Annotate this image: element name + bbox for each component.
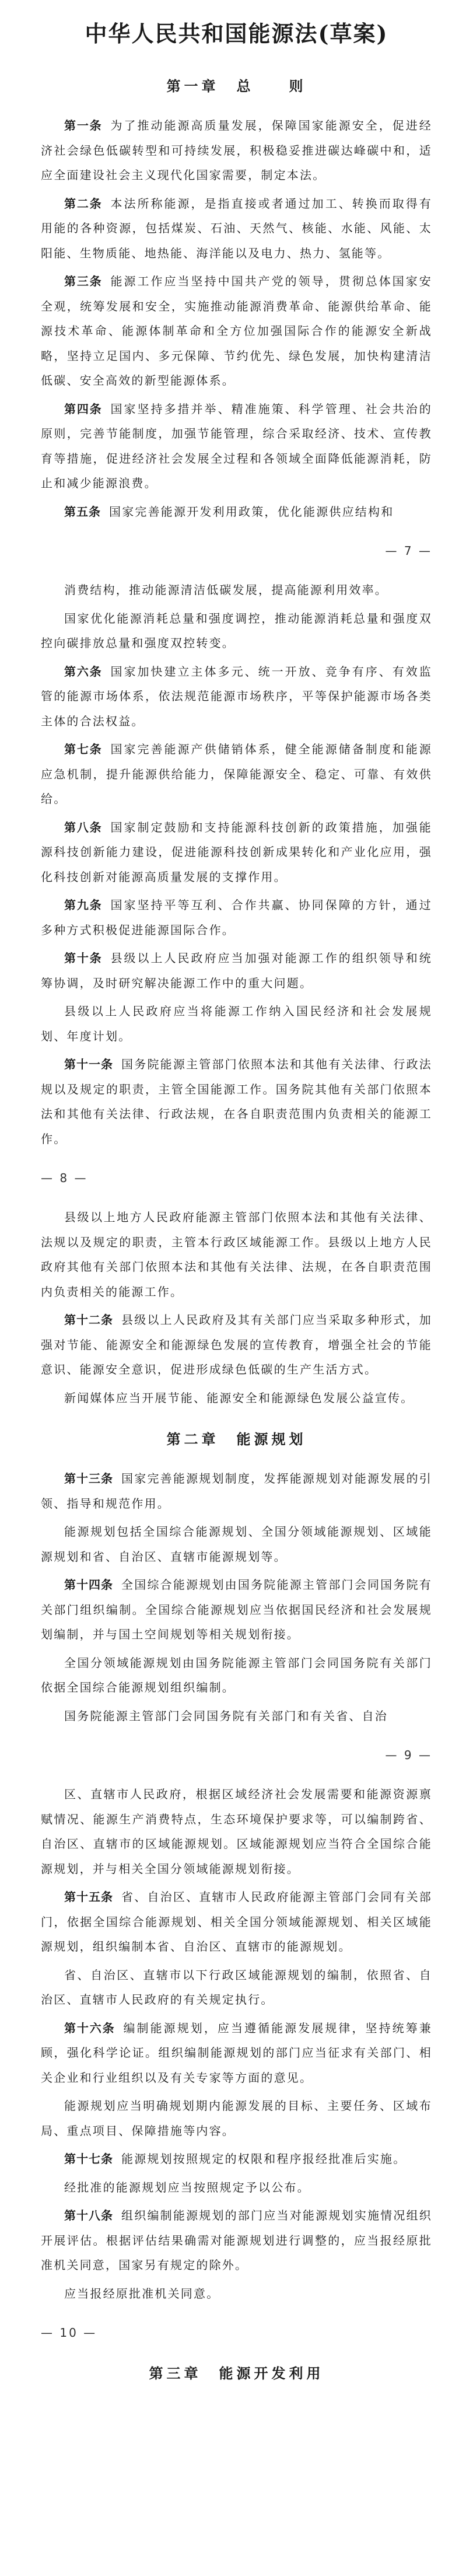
- article-text: 国家完善能源开发利用政策，优化能源供应结构和: [109, 504, 394, 519]
- article-text: 能源工作应当坚持中国共产党的领导，贯彻总体国家安全观，统筹发展和安全，实施推动能源消费革命、能源供给革命、能源技术革命、能源体制革命和全方位加强国际合作的能源安全新战略，坚持立足国内、多元保障、节约优先、绿色发展，加快构建清洁低碳、安全高效的新型能源体系。: [41, 274, 432, 387]
- article-number: 第十五条: [64, 1890, 114, 1904]
- article-paragraph: [41, 1651, 432, 1700]
- article-text: 国务院能源主管部门依照本法和其他有关法律、行政法规以及规定的职责，主管全国能源工作。国务院其他有关部门依照本法和其他有关法律、行政法规，在各自职责范围内负责相关的能源工作。: [41, 1057, 432, 1146]
- article-number: 第十三条: [64, 1471, 114, 1486]
- chapter-1-articles-a: [41, 113, 432, 524]
- article-paragraph: [41, 2281, 432, 2306]
- article-text: 本法所称能源，是指直接或者通过加工、转换而取得有用能的各种资源，包括煤炭、石油、天然气、核能、水能、风能、太阳能、生物质能、地热能、海洋能以及电力、热力、氢能等。: [41, 196, 432, 260]
- article-text: 国家完善能源规划制度，发挥能源规划对能源发展的引领、指导和规范作用。: [41, 1471, 432, 1511]
- article-paragraph: [41, 999, 432, 1048]
- article-paragraph: [41, 269, 432, 393]
- article-text: 区、直辖市人民政府，根据区域经济社会发展需要和能源资源禀赋情况、能源生产消费特点，生态环境保护要求等，可以编制跨省、自治区、直辖市的区域能源规划。区域能源规划应当符合全国综合能源规划，并与相关全国分领域能源规划衔接。: [41, 1787, 432, 1876]
- article-text: 省、自治区、直辖市人民政府能源主管部门会同有关部门，依据全国综合能源规划、相关全国分领域能源规划、相关区域能源规划，组织编制本省、自治区、直辖市的能源规划。: [41, 1890, 432, 1953]
- article-text: 全国综合能源规划由国务院能源主管部门会同国务院有关部门组织编制。全国综合能源规划应当依据国民经济和社会发展规划编制，并与国土空间规划等相关规划衔接。: [41, 1578, 432, 1641]
- article-text: 国家坚持多措并举、精准施策、科学管理、社会共治的原则，完善节能制度，加强节能管理，综合采取经济、技术、宣传教育等措施，促进经济社会发展全过程和各领域全面降低能源消耗，防止和减少能源浪费。: [41, 401, 432, 490]
- article-text: 组织编制能源规划的部门应当对能源规划实施情况组织开展评估。根据评估结果确需对能源规划进行调整的，应当报经原批准机关同意，国家另有规定的除外。: [41, 2208, 432, 2272]
- article-number: 第三条: [64, 274, 103, 288]
- chapter-1-heading: 第一章 总 则: [166, 78, 307, 95]
- article-text: 县级以上人民政府及其有关部门应当采取多种形式，加强对节能、能源安全和能源绿色发展的宣传教育，增强全社会的节能意识、能源安全意识，促进形成绿色低碳的生产生活方式。: [41, 1313, 432, 1376]
- article-paragraph: [41, 2203, 432, 2278]
- article-paragraph: [41, 2147, 432, 2172]
- article-text: 县级以上人民政府应当将能源工作纳入国民经济和社会发展规划、年度计划。: [41, 1004, 432, 1043]
- page-number-7: — 7 —: [385, 544, 432, 558]
- article-text: 为了推动能源高质量发展，保障国家能源安全，促进经济社会绿色低碳转型和可持续发展，积极稳妥推进碳达峰碳中和，适应全面建设社会主义现代化国家需要，制定本法。: [41, 118, 432, 182]
- article-paragraph: [41, 659, 432, 734]
- article-paragraph: [41, 499, 432, 525]
- chapter-2-articles-a: [41, 1466, 432, 1728]
- article-paragraph: [41, 606, 432, 656]
- article-paragraph: [41, 1885, 432, 1959]
- article-text: 国家坚持平等互利、合作共赢、协同保障的方针，通过多种方式积极促进能源国际合作。: [41, 898, 432, 937]
- article-paragraph: [41, 191, 432, 266]
- article-paragraph: [41, 1782, 432, 1881]
- article-number: 第十七条: [64, 2152, 113, 2166]
- article-paragraph: [41, 1466, 432, 1516]
- article-number: 第十四条: [64, 1578, 114, 1592]
- page-number-8: — 8 —: [41, 1171, 88, 1185]
- article-text: 全国分领域能源规划由国务院能源主管部门会同国务院有关部门依据全国综合能源规划组织编制。: [41, 1655, 432, 1694]
- article-text: 消费结构，推动能源清洁低碳发展，提高能源利用效率。: [64, 583, 388, 597]
- article-text: 县级以上人民政府应当加强对能源工作的组织领导和统筹协调，及时研究解决能源工作中的重大问题。: [41, 951, 432, 990]
- article-paragraph: [41, 1052, 432, 1151]
- article-paragraph: [41, 893, 432, 942]
- article-paragraph: [41, 1519, 432, 1569]
- article-text: 国务院能源主管部门会同国务院有关部门和有关省、自治: [64, 1708, 388, 1723]
- article-paragraph: [41, 946, 432, 995]
- article-text: 能源规划包括全国综合能源规划、全国分领域能源规划、区域能源规划和省、自治区、直辖市能源规划等。: [41, 1525, 432, 1564]
- article-number: 第十六条: [64, 2021, 115, 2035]
- article-number: 第五条: [64, 504, 101, 519]
- article-text: 国家优化能源消耗总量和强度调控，推动能源消耗总量和强度双控向碳排放总量和强度双控转变。: [41, 611, 432, 650]
- article-paragraph: [41, 737, 432, 812]
- article-paragraph: [41, 1386, 432, 1411]
- article-number: 第十条: [64, 951, 103, 965]
- article-paragraph: [41, 397, 432, 496]
- article-number: 第十二条: [64, 1313, 114, 1327]
- article-number: 第十八条: [64, 2208, 114, 2222]
- page-number-10: — 10 —: [41, 2326, 97, 2340]
- article-paragraph: [41, 1963, 432, 2012]
- article-text: 省、自治区、直辖市以下行政区域能源规划的编制，依照省、自治区、直辖市人民政府的有关规定执行。: [41, 1967, 432, 2007]
- article-paragraph: [41, 2093, 432, 2143]
- chapter-3-heading: 第三章 能源开发利用: [149, 2365, 324, 2382]
- article-paragraph: [41, 578, 432, 603]
- article-text: 国家制定鼓励和支持能源科技创新的政策措施，加强能源科技创新能力建设，促进能源科技创新成果转化和产业化应用，强化科技创新对能源高质量发展的支撑作用。: [41, 820, 432, 884]
- article-number: 第二条: [64, 196, 103, 211]
- article-number: 第八条: [64, 820, 103, 834]
- article-text: 应当报经原批准机关同意。: [64, 2286, 220, 2301]
- article-text: 县级以上地方人民政府能源主管部门依照本法和其他有关法律、法规以及规定的职责，主管本行政区域能源工作。县级以上地方人民政府其他有关部门依照本法和其他有关法律、法规，在各自职责范围内负责相关的能源工作。: [41, 1210, 432, 1299]
- document-title: 中华人民共和国能源法(草案): [85, 20, 388, 47]
- article-text: 经批准的能源规划应当按照规定予以公布。: [64, 2180, 310, 2194]
- article-number: 第十一条: [64, 1057, 114, 1071]
- article-text: 国家完善能源产供储销体系，健全能源储备制度和能源应急机制，提升能源供给能力，保障能源安全、稳定、可靠、有效供给。: [41, 742, 432, 806]
- article-paragraph: [41, 1572, 432, 1647]
- article-text: 能源规划按照规定的权限和程序报经批准后实施。: [121, 2152, 407, 2166]
- article-number: 第九条: [64, 898, 103, 912]
- page-number-9: — 9 —: [385, 1748, 432, 1762]
- article-text: 新闻媒体应当开展节能、能源安全和能源绿色发展公益宣传。: [64, 1390, 414, 1405]
- article-paragraph: [41, 113, 432, 188]
- article-number: 第六条: [64, 664, 103, 679]
- article-paragraph: [41, 1205, 432, 1304]
- article-paragraph: [41, 1704, 432, 1729]
- article-paragraph: [41, 2016, 432, 2091]
- article-text: 编制能源规划，应当遵循能源发展规律，坚持统筹兼顾，强化科学论证。组织编制能源规划的部门应当征求有关部门、相关企业和行业组织以及有关专家等方面的意见。: [41, 2021, 432, 2085]
- article-number: 第七条: [64, 742, 103, 756]
- chapter-2-articles-b: [41, 1782, 432, 2306]
- article-paragraph: [41, 815, 432, 890]
- article-paragraph: [41, 1308, 432, 1382]
- article-number: 第四条: [64, 401, 103, 416]
- article-text: 国家加快建立主体多元、统一开放、竞争有序、有效监管的能源市场体系，依法规范能源市场秩序，平等保护能源市场各类主体的合法权益。: [41, 664, 432, 728]
- article-text: 能源规划应当明确规划期内能源发展的目标、主要任务、区域布局、重点项目、保障措施等内容。: [41, 2099, 432, 2138]
- article-number: 第一条: [64, 118, 103, 132]
- chapter-1-articles-b: [41, 578, 432, 1151]
- chapter-1-articles-c: [41, 1205, 432, 1410]
- article-paragraph: [41, 2175, 432, 2200]
- chapter-2-heading: 第二章 能源规划: [166, 1431, 307, 1448]
